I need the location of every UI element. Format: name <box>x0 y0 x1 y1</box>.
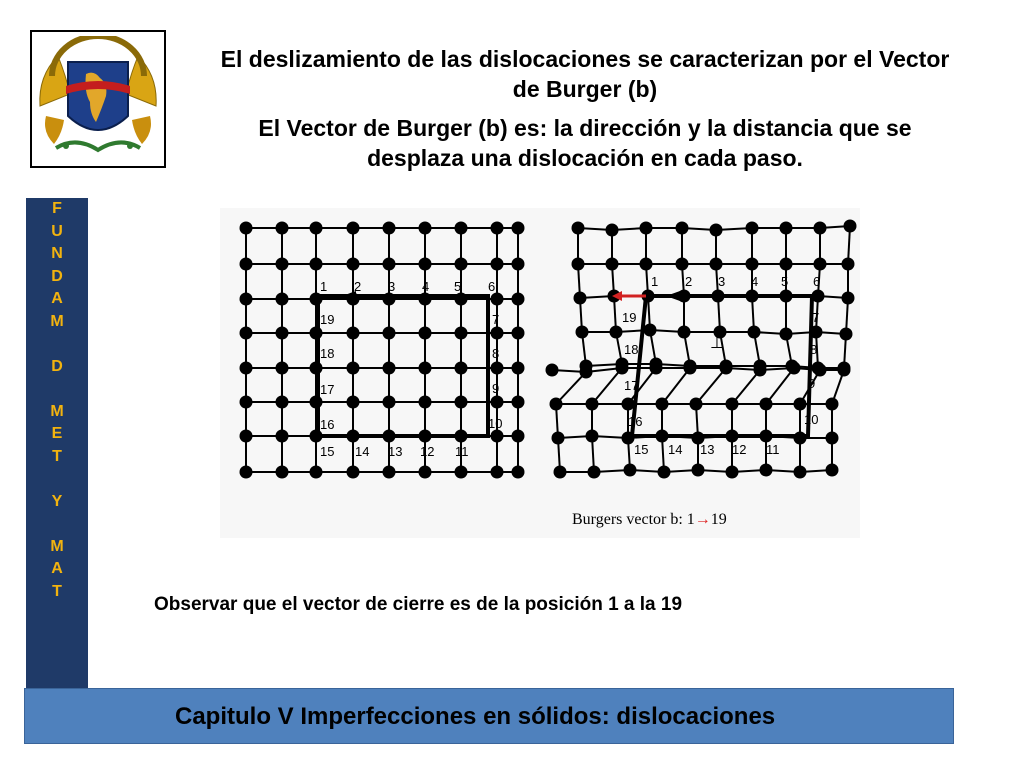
circuit-label-perfect: 1 <box>320 279 328 294</box>
side-strip-letter: D <box>51 267 63 285</box>
side-strip-letter: A <box>51 290 63 307</box>
lattice-atom <box>826 398 839 411</box>
lattice-atom <box>491 430 504 443</box>
lattice-atom <box>606 258 619 271</box>
lattice-atom <box>419 466 432 479</box>
circuit-label-perfect: 13 <box>388 444 403 459</box>
lattice-atom <box>383 362 396 375</box>
lattice-atom <box>455 258 468 271</box>
lattice-atom <box>624 464 637 477</box>
burgers-caption-suffix: 19 <box>710 511 727 528</box>
lattice-atom <box>576 326 589 339</box>
lattice-atom <box>240 327 253 340</box>
lattice-atom <box>640 258 653 271</box>
lattice-atom <box>676 222 689 235</box>
circuit-label-dislocated: 19 <box>622 310 637 325</box>
circuit-label-perfect: 16 <box>320 417 335 432</box>
circuit-label-perfect: 5 <box>454 279 462 294</box>
lattice-atom <box>347 327 360 340</box>
lattice-atom <box>676 258 689 271</box>
lattice-atom <box>240 222 253 235</box>
burgers-caption <box>572 511 727 529</box>
lattice-atom <box>658 466 671 479</box>
lattice-atom <box>276 466 289 479</box>
title-line-2: El Vector de Burger (b) es: la dirección y la distancia que se desplaza una dislocación en cada paso. <box>258 115 912 171</box>
lattice-atom <box>794 398 807 411</box>
circuit-label-perfect: 19 <box>320 312 335 327</box>
unam-seal-icon <box>36 36 160 162</box>
lattice-atom <box>650 362 663 375</box>
lattice-atom <box>692 464 705 477</box>
circuit-label-perfect: 11 <box>455 444 469 459</box>
lattice-atom <box>347 396 360 409</box>
lattice-atom <box>512 396 525 409</box>
lattice-atom <box>276 293 289 306</box>
side-strip-letter: U <box>51 222 63 240</box>
side-strip-letter: M <box>50 312 64 330</box>
footer-title: Capitulo V Imperfecciones en sólidos: dislocaciones <box>175 703 776 730</box>
lattice-column-line <box>592 368 622 404</box>
lattice-atom <box>586 430 599 443</box>
lattice-atom <box>276 222 289 235</box>
lattice-atom <box>842 292 855 305</box>
lattice-atom <box>491 466 504 479</box>
circuit-label-perfect: 8 <box>492 346 500 361</box>
circuit-label-perfect: 10 <box>488 416 503 431</box>
circuit-label-dislocated: 12 <box>732 442 747 457</box>
lattice-atom <box>794 466 807 479</box>
lattice-atom <box>814 364 827 377</box>
lattice-atom <box>788 362 801 375</box>
lattice-atom <box>240 258 253 271</box>
lattice-atom <box>240 466 253 479</box>
lattice-atom <box>838 364 851 377</box>
lattice-atom <box>640 222 653 235</box>
lattice-atom <box>684 362 697 375</box>
lattice-atom <box>276 362 289 375</box>
lattice-atom <box>240 396 253 409</box>
lattice-atom <box>616 362 629 375</box>
circuit-label-perfect: 7 <box>492 312 500 327</box>
side-strip-letter: M <box>50 537 64 555</box>
lattice-atom <box>512 293 525 306</box>
lattice-column-line <box>696 368 726 404</box>
lattice-atom <box>572 222 585 235</box>
footer-bar <box>24 688 954 744</box>
lattice-atom <box>383 222 396 235</box>
lattice-atom <box>512 430 525 443</box>
side-strip-letter: T <box>52 582 62 600</box>
lattice-atom <box>512 327 525 340</box>
lattice-atom <box>690 398 703 411</box>
lattice-figure <box>220 208 860 538</box>
lattice-atom <box>720 362 733 375</box>
circuit-label-perfect: 17 <box>320 382 335 397</box>
lattice-atom <box>726 398 739 411</box>
side-strip-letter: E <box>51 425 63 442</box>
lattice-atom <box>780 222 793 235</box>
lattice-atom <box>552 432 565 445</box>
lattice-atom <box>780 328 793 341</box>
lattice-atom <box>455 362 468 375</box>
lattice-atom <box>512 222 525 235</box>
circuit-label-dislocated: 18 <box>624 342 639 357</box>
lattice-atom <box>383 396 396 409</box>
lattice-atom <box>383 466 396 479</box>
side-strip-letter: N <box>51 245 63 262</box>
side-strip-letter: M <box>50 402 64 420</box>
circuit-label-perfect: 9 <box>492 381 500 396</box>
lattice-atom <box>419 396 432 409</box>
lattice-atom <box>512 362 525 375</box>
circuit-arrow-dislocated <box>666 291 680 301</box>
lattice-atom <box>491 293 504 306</box>
circuit-label-perfect: 15 <box>320 444 335 459</box>
lattice-atom <box>656 398 669 411</box>
lattice-column-line <box>556 372 586 404</box>
side-strip-letter: Y <box>51 492 63 510</box>
circuit-label-dislocated: 2 <box>685 274 693 289</box>
circuit-label-dislocated: 6 <box>813 274 821 289</box>
side-strip-letter <box>26 378 88 401</box>
lattice-atom <box>678 326 691 339</box>
circuit-label-dislocated: 11 <box>766 442 780 457</box>
lattice-atom <box>760 464 773 477</box>
lattice-atom <box>455 222 468 235</box>
burgers-caption-arrow: → <box>694 511 711 528</box>
circuit-label-dislocated: 9 <box>808 376 816 391</box>
lattice-atom <box>746 222 759 235</box>
lattice-atom <box>580 366 593 379</box>
lattice-atom <box>491 222 504 235</box>
circuit-label-dislocated: 10 <box>804 412 819 427</box>
lattice-atom <box>554 466 567 479</box>
lattice-atom <box>276 258 289 271</box>
lattice-atom <box>512 466 525 479</box>
lattice-atom <box>419 222 432 235</box>
unam-logo <box>30 30 166 168</box>
lattice-atom <box>644 324 657 337</box>
lattice-atom <box>455 327 468 340</box>
circuit-label-perfect: 3 <box>388 279 396 294</box>
circuit-label-dislocated: 14 <box>668 442 683 457</box>
dislocation-symbol: ⊥ <box>710 335 724 352</box>
lattice-atom <box>491 327 504 340</box>
lattice-atom <box>491 396 504 409</box>
lattice-atom <box>574 292 587 305</box>
lattice-atom <box>546 364 559 377</box>
lattice-atom <box>240 430 253 443</box>
lattice-atom <box>826 432 839 445</box>
lattice-atom <box>710 258 723 271</box>
side-strip-letter: A <box>51 560 63 577</box>
closure-note: Observar que el vector de cierre es de la posición 1 a la 19 <box>154 594 683 615</box>
lattice-atom <box>550 398 563 411</box>
lattice-atom <box>310 222 323 235</box>
lattice-atom <box>754 364 767 377</box>
circuit-label-perfect: 12 <box>420 444 435 459</box>
title-line-1: El deslizamiento de las dislocaciones se caracterizan por el Vector de Burger (b) <box>220 46 950 102</box>
side-strip-letter: T <box>52 447 62 465</box>
lattice-atom <box>726 466 739 479</box>
lattice-atom <box>840 328 853 341</box>
circuit-label-perfect: 18 <box>320 346 335 361</box>
lattice-atom <box>748 326 761 339</box>
lattice-atom <box>622 398 635 411</box>
lattice-diagram <box>220 208 860 538</box>
lattice-atom <box>276 396 289 409</box>
lattice-atom <box>276 327 289 340</box>
lattice-atom <box>814 222 827 235</box>
circuit-label-perfect: 2 <box>354 279 362 294</box>
lattice-atom <box>347 222 360 235</box>
side-strip-letter <box>26 513 88 536</box>
circuit-label-dislocated: 8 <box>810 342 818 357</box>
lattice-atom <box>240 293 253 306</box>
side-strip <box>26 198 88 688</box>
slide-title <box>210 44 960 182</box>
circuit-label-dislocated: 17 <box>624 378 639 393</box>
lattice-atom <box>826 464 839 477</box>
circuit-label-dislocated: 7 <box>812 310 820 325</box>
lattice-atom <box>588 466 601 479</box>
circuit-label-dislocated: 3 <box>718 274 726 289</box>
lattice-atom <box>780 258 793 271</box>
lattice-atom <box>814 258 827 271</box>
lattice-atom <box>310 258 323 271</box>
burgers-caption-prefix: Burgers vector b: 1 <box>572 511 695 528</box>
lattice-atom <box>844 220 857 233</box>
circuit-label-perfect: 14 <box>355 444 370 459</box>
lattice-atom <box>347 258 360 271</box>
side-strip-letter <box>26 333 88 356</box>
lattice-atom <box>760 398 773 411</box>
circuit-label-perfect: 6 <box>488 279 496 294</box>
lattice-atom <box>419 327 432 340</box>
side-strip-letter <box>26 468 88 491</box>
lattice-atom <box>240 362 253 375</box>
circuit-label-dislocated: 1 <box>651 274 659 289</box>
side-strip-letter: D <box>51 357 63 375</box>
lattice-atom <box>455 396 468 409</box>
lattice-atom <box>383 258 396 271</box>
lattice-atom <box>347 362 360 375</box>
lattice-atom <box>606 224 619 237</box>
lattice-column-line <box>766 368 794 404</box>
lattice-atom <box>710 224 723 237</box>
lattice-atom <box>842 258 855 271</box>
lattice-atom <box>455 466 468 479</box>
circuit-label-dislocated: 5 <box>781 274 789 289</box>
circuit-label-dislocated: 4 <box>751 274 759 289</box>
side-strip-letter: F <box>52 200 62 217</box>
lattice-atom <box>347 466 360 479</box>
lattice-atom <box>586 398 599 411</box>
circuit-label-dislocated: 15 <box>634 442 649 457</box>
circuit-label-dislocated: 13 <box>700 442 715 457</box>
lattice-atom <box>572 258 585 271</box>
lattice-atom <box>383 327 396 340</box>
lattice-atom <box>491 362 504 375</box>
lattice-atom <box>610 326 623 339</box>
lattice-atom <box>746 258 759 271</box>
lattice-atom <box>310 466 323 479</box>
lattice-column-line <box>732 370 760 404</box>
lattice-atom <box>491 258 504 271</box>
lattice-atom <box>512 258 525 271</box>
lattice-atom <box>419 258 432 271</box>
circuit-label-perfect: 4 <box>422 279 430 294</box>
circuit-label-dislocated: 16 <box>628 414 643 429</box>
lattice-atom <box>276 430 289 443</box>
lattice-atom <box>419 362 432 375</box>
lattice-column-line <box>662 368 690 404</box>
